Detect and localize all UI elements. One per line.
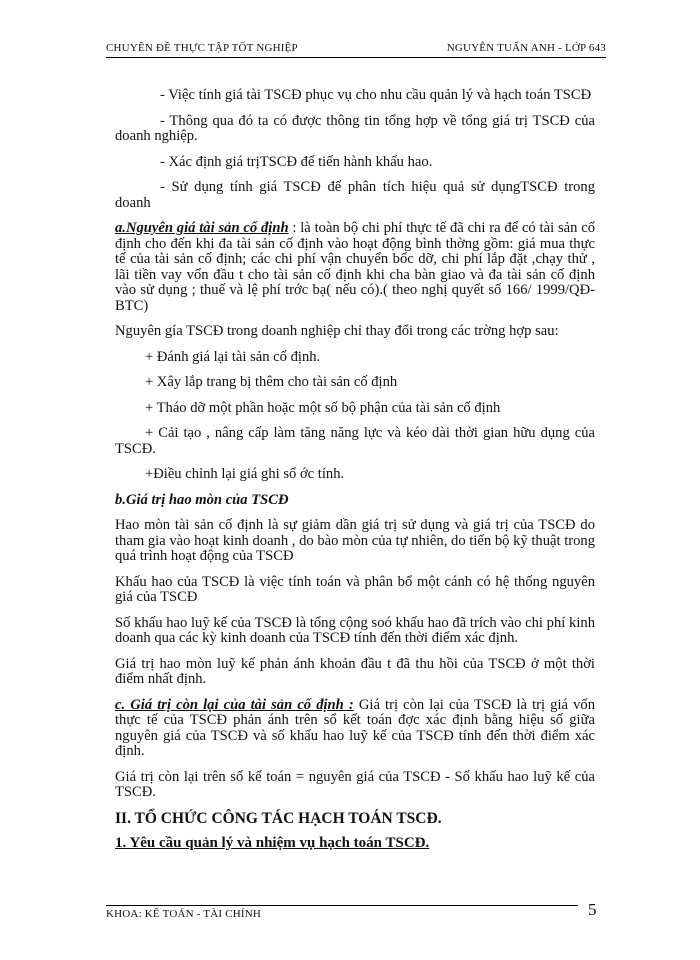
- list-item-adjustment: +Điều chỉnh lại giá ghi sổ ớc tính.: [145, 466, 345, 482]
- list-item-dismantling: + Tháo dỡ một phần hoặc một số bộ phận của tài sản cố định: [145, 399, 501, 416]
- paragraph-depreciation-3: Số khấu hao luỹ kế của TSCĐ là tổng cộng soó khấu hao đã trích vào chi phí kinh doanh qua các kỳ kinh doanh của TSCĐ tính đến thời điểm xác định.: [115, 614, 595, 646]
- paragraph-1: - Việc tính giá tài TSCĐ phục vụ cho nhu cầu quản lý và hạch toán TSCĐ: [160, 87, 592, 103]
- section-title: II. TỔ CHỨC CÔNG TÁC HẠCH TOÁN TSCĐ.: [115, 809, 442, 827]
- header-divider: [106, 57, 606, 58]
- paragraph-depreciation-1: Hao mòn tài sản cố định là sự giảm dần giá trị sử dụng và giá trị của TSCĐ do tham gia vào hoạt kinh doanh , do bào mòn của tự nhiên, do tiến bộ kỹ thuật trong quá trình hoạt động của TSCĐ: [115, 517, 595, 564]
- list-item-installation: + Xây lắp trang bị thêm cho tài sản cố định: [145, 374, 398, 390]
- original-cost-heading: a.Nguyên giá tài sản cố định: [115, 220, 289, 236]
- paragraph-2: - Thông qua đó ta có được thông tin tổng hợp về tổng giá trị TSCĐ của doanh nghiệp.: [115, 112, 595, 144]
- page-body: [115, 88, 595, 862]
- page-number: 5: [588, 900, 597, 919]
- paragraph-3: - Xác định giá trịTSCĐ để tiến hành khấu hao.: [160, 153, 433, 170]
- paragraph-formula: Giá trị còn lại trên sổ kế toán = nguyên giá của TSCĐ - Số khấu hao luỹ kế của TSCĐ.: [115, 768, 595, 800]
- footer-divider: [106, 905, 578, 906]
- section-subtitle: 1. Yêu cầu quản lý và nhiệm vụ hạch toán TSCĐ.: [115, 835, 430, 851]
- footer-department: KHOA: KẾ TOÁN - TÀI CHÍNH: [106, 908, 262, 920]
- original-cost-text: : là toàn bộ chi phí thực tế đã chi ra để có tài sản cố định cho đến khi đa tài sản cố định vào hoạt động bình thờng gồm: giá mua thực tế của tài sản cố định; các chi phí vận chuyển bốc dỡ, chi phí lắp đặt ,chạy thử , lãi tiền vay vốn đầu t cho tài sản cố định khi cha bàn giao và đa tài sản cố định vào sử dụng ; thuế và lệ phí trớc bạ( nếu có).( theo nghị quyết số 166/ 1999/QĐ-BTC): [115, 220, 595, 314]
- paragraph-original-cost: [115, 221, 595, 314]
- paragraph-remaining-value: [115, 698, 595, 760]
- remaining-value-heading: c. Giá trị còn lại của tài sản cố định :: [115, 696, 354, 713]
- list-item-upgrade: + Cải tạo , nâng cấp làm tăng năng lực và kéo dài thời gian hữu dụng của TSCĐ.: [115, 425, 595, 457]
- header-author: NGUYỄN TUẤN ANH - LỚP 643: [446, 42, 606, 54]
- paragraph-depreciation-4: Giá trị hao mòn luỹ kế phản ánh khoản đầu t đã thu hồi của TSCĐ ở một thời điểm nhất định.: [115, 655, 595, 687]
- paragraph-depreciation-2: Khấu hao của TSCĐ là việc tính toán và phân bổ một cánh có hệ thống nguyên giá của TSCĐ: [115, 573, 595, 605]
- list-item-revaluation: + Đánh giá lại tài sản cố định.: [145, 348, 321, 365]
- paragraph-4: - Sử dụng tính giá TSCĐ để phân tích hiệu quả sử dụngTSCĐ trong doanh: [115, 179, 595, 211]
- header-document-title: CHUYÊN ĐỀ THỰC TẬP TỐT NGHIỆP: [106, 42, 298, 54]
- heading-depreciation-value: b.Giá trị hao mòn của TSCĐ: [115, 491, 289, 508]
- remaining-value-text: Giá trị còn lại của TSCĐ là trị giá vốn thực tế của TSCĐ phản ánh trên sổ kết toán đợc xác định bằng hiệu số giữa nguyên giá của TSCĐ và số khấu hao luỹ kế của TSCĐ tính đến thời điểm xác định.: [115, 696, 595, 759]
- paragraph-cost-changes: Nguyên gía TSCĐ trong doanh nghiệp chỉ thay đổi trong các trờng hợp sau:: [115, 323, 559, 339]
